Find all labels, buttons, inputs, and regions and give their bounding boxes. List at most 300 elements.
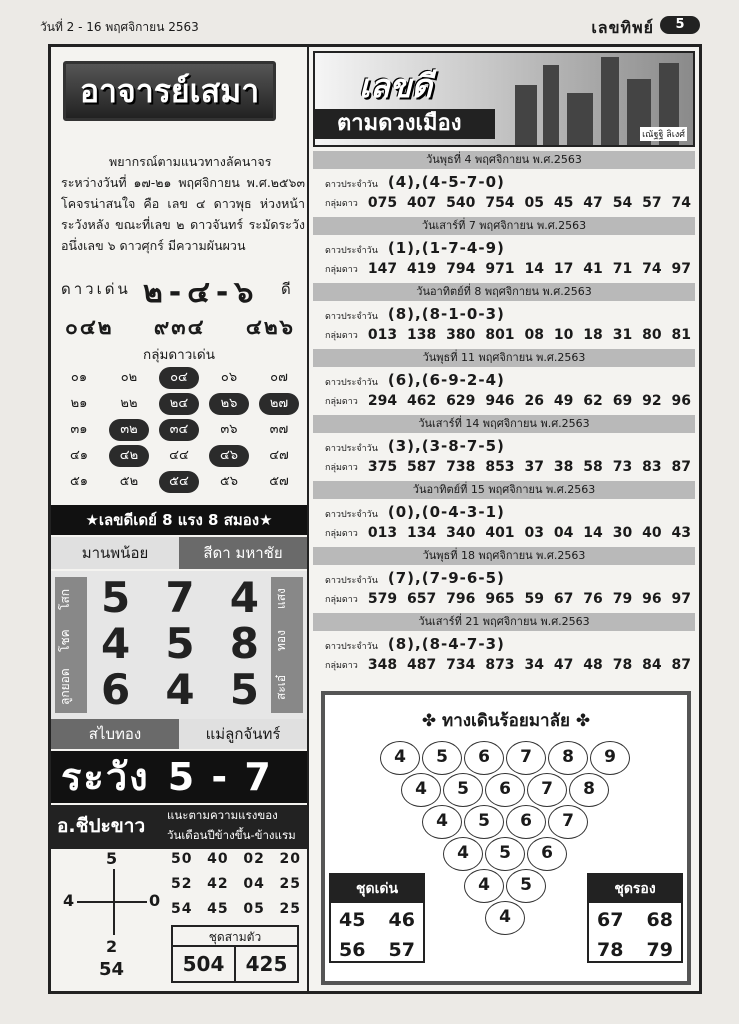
group-number: 738: [446, 459, 476, 475]
side-label: แสง: [274, 588, 288, 610]
group-number: 965: [485, 591, 515, 607]
number: ๙๓๔: [153, 315, 206, 339]
star-good: ดี: [281, 280, 291, 298]
star-line: [325, 371, 505, 389]
group-number: 794: [446, 261, 476, 277]
garland-ball: 4: [422, 805, 462, 839]
grid-cell: ๕๒: [119, 474, 139, 489]
eight-title: ★เลขดีเดย์ 8 แรง 8 สมอง★: [51, 505, 307, 535]
big-numbers: [95, 575, 265, 713]
big-number: 5: [165, 619, 195, 668]
name-manopnoi: มานพน้อย: [51, 537, 179, 569]
grid-cell-highlighted: ๒๔: [159, 393, 199, 415]
group-line-label: กลุ่มดาว: [325, 397, 358, 407]
day-date: วันเสาร์ที่ 21 พฤศจิกายน พ.ศ.2563: [313, 613, 695, 631]
group-number: 629: [446, 393, 476, 409]
chi-number: 50: [171, 851, 193, 867]
group-number: 971: [485, 261, 515, 277]
day-date: วันเสาร์ที่ 7 พฤศจิกายน พ.ศ.2563: [313, 217, 695, 235]
group-number: 138: [407, 327, 437, 343]
group-values: [368, 261, 691, 277]
building-graphic: [515, 85, 537, 145]
group-number: 013: [367, 525, 398, 541]
star-line: [325, 305, 505, 323]
grid-cell-highlighted: ๒๖: [209, 393, 249, 415]
group-number: 97: [671, 261, 691, 277]
group-line: [325, 459, 691, 475]
group-number: 05: [524, 195, 544, 211]
group-line-label: กลุ่มดาว: [325, 463, 358, 473]
group-line: [325, 195, 691, 211]
chi-table-row: [171, 847, 301, 872]
star-line: [325, 569, 505, 587]
big-number: 8: [229, 619, 259, 668]
banner-subtitle: ตามดวงเมือง: [315, 109, 495, 139]
chi-number: 25: [279, 901, 301, 917]
big-number: 5: [229, 665, 259, 714]
side-label: โชค: [58, 629, 72, 653]
set-number: 57: [388, 939, 415, 961]
group-number: 487: [407, 657, 437, 673]
set-number: 46: [388, 909, 415, 931]
garland-ball: 8: [569, 773, 609, 807]
group-line-label: กลุ่มดาว: [325, 661, 358, 671]
group-title: กลุ่มดาวเด่น: [143, 347, 215, 363]
group-number: 84: [642, 657, 662, 673]
day-block: [313, 283, 695, 349]
group-line: [325, 657, 691, 673]
day-block: [313, 151, 695, 217]
day-date: วันพุธที่ 11 พฤศจิกายน พ.ศ.2563: [313, 349, 695, 367]
chi-number: 42: [207, 876, 229, 892]
garland-ball: 5: [506, 869, 546, 903]
group-number: 48: [583, 657, 603, 673]
group-number: 419: [407, 261, 437, 277]
chi-number: 04: [243, 876, 265, 892]
side-label: โสก: [58, 588, 72, 610]
group-number: 92: [642, 393, 662, 409]
group-values: [368, 459, 691, 475]
garland-ball: 6: [506, 805, 546, 839]
grid-cell: ๕๑: [69, 474, 89, 489]
group-number: 76: [583, 591, 603, 607]
day-date: วันพุธที่ 4 พฤศจิกายน พ.ศ.2563: [313, 151, 695, 169]
number: ๔๒๖: [245, 315, 295, 339]
group-line: [325, 261, 691, 277]
star-values: (6),(6-9-2-4): [387, 371, 505, 389]
group-number: 74: [642, 261, 662, 277]
group-number: 853: [485, 459, 515, 475]
group-number: 40: [642, 525, 662, 541]
garland-ball: 5: [485, 837, 525, 871]
cross-horizontal-line: [77, 901, 147, 903]
group-values: [368, 591, 691, 607]
grid-cell: ๓๖: [220, 422, 238, 437]
big-number: 4: [165, 665, 195, 714]
group-number: 579: [367, 591, 398, 607]
chi-number: 54: [171, 901, 193, 917]
group-number: 946: [485, 393, 515, 409]
group-number: 17: [553, 261, 574, 277]
grid-cell-highlighted: ๓๔: [159, 419, 199, 441]
garland-path-panel: [321, 691, 691, 985]
name-maelukchan: แม่ลูกจันทร์: [179, 719, 307, 749]
group-number: 18: [583, 327, 603, 343]
group-line-label: กลุ่มดาว: [325, 595, 358, 605]
cross-diagram: [63, 849, 163, 985]
group-number: 796: [446, 591, 476, 607]
group-line: [325, 393, 691, 409]
star-line-label: ดาวประจำวัน: [325, 444, 378, 454]
day-block: [313, 415, 695, 481]
group-number: 71: [612, 261, 633, 277]
group-number: 375: [367, 459, 398, 475]
grid-cell: ๔๗: [269, 448, 289, 463]
group-number: 294: [367, 393, 398, 409]
grid-cell: ๒๑: [70, 396, 88, 411]
side-label: ทอง: [274, 630, 288, 652]
group-number: 540: [446, 195, 476, 211]
garland-ball: 5: [443, 773, 483, 807]
cross-right: 0: [149, 891, 161, 910]
names-row-bottom: [51, 719, 307, 749]
grid-cell: ๐๖: [220, 370, 238, 385]
group-values: [368, 195, 691, 211]
left-column: [51, 47, 307, 991]
chi-number: 45: [207, 901, 229, 917]
star-line: [325, 635, 505, 653]
group-number: 43: [671, 525, 691, 541]
day-date: วันพุธที่ 18 พฤศจิกายน พ.ศ.2563: [313, 547, 695, 565]
day-block: [313, 349, 695, 415]
grid-cell: ๕๗: [269, 474, 289, 489]
set-number: 67: [597, 909, 624, 931]
group-number: 657: [407, 591, 437, 607]
big-number-row: [95, 621, 265, 667]
garland-ball: 7: [548, 805, 588, 839]
group-number: 54: [612, 195, 633, 211]
group-number: 37: [524, 459, 544, 475]
chi-header: [51, 805, 307, 849]
grid-cell: ๐๗: [270, 370, 288, 385]
group-line: [325, 591, 691, 607]
grid-cell: ๒๒: [120, 396, 138, 411]
group-number: 96: [671, 393, 691, 409]
group-values: [368, 657, 691, 673]
big-number: 4: [101, 619, 131, 668]
chi-table-row: [171, 897, 301, 922]
star-line: [325, 503, 505, 521]
group-number: 013: [367, 327, 398, 343]
building-graphic: [601, 57, 619, 145]
right-side-labels: [271, 577, 303, 713]
group-line-label: กลุ่มดาว: [325, 529, 358, 539]
group-number: 348: [367, 657, 398, 673]
group-number: 62: [583, 393, 603, 409]
star-line-label: ดาวประจำวัน: [325, 378, 378, 388]
chi-number: 02: [243, 851, 265, 867]
group-number: 41: [583, 261, 603, 277]
star-line-label: ดาวประจำวัน: [325, 510, 378, 520]
group-number: 08: [524, 327, 544, 343]
set-number: 45: [339, 909, 366, 931]
group-number: 401: [485, 525, 515, 541]
grid-cell: ๔๔: [169, 448, 189, 463]
grid-cell-highlighted: ๒๗: [259, 393, 299, 415]
group-number: 87: [671, 657, 691, 673]
chi-desc: แนะตามความแรงของ: [167, 808, 278, 822]
big-number: 6: [101, 665, 131, 714]
set-number: 78: [597, 939, 624, 961]
group-number: 58: [583, 459, 603, 475]
group-number: 57: [642, 195, 662, 211]
star-line-label: ดาวประจำวัน: [325, 180, 378, 190]
grid-row: [59, 365, 299, 391]
issue-date: วันที่ 2 - 16 พฤศจิกายน 2563: [40, 20, 199, 34]
right-column: [307, 47, 699, 991]
group-number: 14: [583, 525, 603, 541]
number: ๐๔๒: [65, 315, 114, 339]
group-number: 96: [642, 591, 662, 607]
grid-cell: ๓๗: [269, 422, 289, 437]
byline: เณัฐฐิ ลิเงศ์: [640, 127, 687, 141]
cross-extra: 54: [99, 959, 125, 980]
group-number: 87: [671, 459, 691, 475]
cross-bottom: 2: [106, 937, 118, 956]
star-numbers: ๒-๔-๖: [143, 275, 260, 310]
page-header: [40, 14, 700, 38]
group-number: 407: [407, 195, 437, 211]
star-values: (4),(4-5-7-0): [387, 173, 505, 191]
masthead: เลขทิพย์: [591, 18, 654, 37]
garland-ball: 4: [401, 773, 441, 807]
grid-cell-highlighted: ๔๖: [209, 445, 249, 467]
star-values: (8),(8-1-0-3): [387, 305, 505, 323]
featured-set-box: [329, 873, 425, 963]
grid-row: [59, 443, 299, 469]
grid-cell-highlighted: ๐๔: [159, 367, 199, 389]
ajarn-title-box: [63, 61, 276, 121]
group-number: 67: [553, 591, 574, 607]
group-number: 80: [642, 327, 662, 343]
group-number: 38: [553, 459, 574, 475]
garland-ball: 4: [380, 741, 420, 775]
group-number: 31: [612, 327, 633, 343]
group-line: [325, 327, 691, 343]
group-number: 075: [367, 195, 398, 211]
grid-cell: ๔๑: [69, 448, 89, 463]
three-digit-value: 504: [182, 952, 225, 976]
day-schedule: [313, 151, 695, 679]
grid-row: [59, 469, 299, 495]
group-number: 74: [671, 195, 691, 211]
side-label: สะเอ๋: [274, 674, 288, 700]
chi-desc: วันเดือนปีข้างขึ้น-ข้างแรม: [167, 828, 296, 842]
group-number: 734: [446, 657, 476, 673]
group-number: 801: [485, 327, 515, 343]
grid-row: [59, 391, 299, 417]
group-number: 754: [485, 195, 515, 211]
star-values: (8),(8-4-7-3): [387, 635, 505, 653]
prediction-text: พยากรณ์ตามแนวทางลัคนาจรระหว่างวันที่ ๑๗-๒๑ พฤศจิกายน พ.ศ.๒๕๖๓ โคจรน่าสนใจ คือ เลข ๔ ดาวพุธ ห่วงหน้าระวังหลัง ขณะที่เลข ๒ ดาวจันทร์ ระมัดระวัง อนึ่งเลข ๖ ดาวศุกร์ มีความผันผวน: [61, 154, 305, 253]
star-line-label: ดาวประจำวัน: [325, 246, 378, 256]
group-line-label: กลุ่มดาว: [325, 331, 358, 341]
grid-cell: ๕๖: [219, 474, 239, 489]
group-line: [325, 525, 691, 541]
star-line: [325, 437, 505, 455]
star-group-grid: [59, 365, 299, 495]
garland-ball: 5: [464, 805, 504, 839]
garland-ball: 5: [422, 741, 462, 775]
group-line-label: กลุ่มดาว: [325, 265, 358, 275]
star-values: (1),(1-7-4-9): [387, 239, 505, 257]
group-number: 97: [671, 591, 691, 607]
page-frame: [48, 44, 702, 994]
grid-cell: ๐๒: [120, 370, 138, 385]
three-digit-box: [171, 925, 299, 983]
star-line: [325, 239, 505, 257]
star-values: (0),(0-4-3-1): [387, 503, 505, 521]
chi-number: 25: [279, 876, 301, 892]
chi-table-row: [171, 872, 301, 897]
day-date: วันอาทิตย์ที่ 15 พฤศจิกายน พ.ศ.2563: [313, 481, 695, 499]
building-graphic: [543, 65, 559, 145]
grid-cell-highlighted: ๕๔: [159, 471, 199, 493]
three-digit-numbers: [65, 311, 295, 344]
secondary-set-box: [587, 873, 683, 963]
three-digit-title: ชุดสามตัว: [173, 927, 297, 947]
cross-top: 5: [106, 849, 118, 868]
rawang-numbers: 5 - 7: [167, 755, 273, 799]
group-number: 47: [553, 657, 574, 673]
grid-cell: ๓๑: [70, 422, 88, 437]
garland-ball: 8: [548, 741, 588, 775]
left-side-labels: [55, 577, 87, 713]
chi-name: อ.ชีปะขาว: [57, 815, 146, 837]
set-number: 68: [646, 909, 673, 931]
big-number: 4: [229, 573, 259, 622]
group-number: 03: [524, 525, 544, 541]
rawang-banner: [51, 751, 307, 803]
group-values: [368, 327, 691, 343]
group-number: 79: [612, 591, 633, 607]
grid-cell: ๐๑: [70, 370, 88, 385]
side-label: ลูกยอด: [58, 668, 72, 706]
group-number: 14: [524, 261, 544, 277]
group-values: [368, 525, 691, 541]
big-number-row: [95, 667, 265, 713]
ajarn-title: อาจารย์เสมา: [79, 72, 260, 110]
group-line-label: กลุ่มดาว: [325, 199, 358, 209]
garland-path-title: ✤ ทางเดินร้อยมาลัย ✤: [421, 711, 591, 731]
big-number: 7: [165, 573, 195, 622]
garland-ball: 4: [464, 869, 504, 903]
group-number: 73: [612, 459, 633, 475]
day-block: [313, 481, 695, 547]
group-number: 59: [524, 591, 544, 607]
star-line: [325, 173, 505, 191]
building-graphic: [567, 93, 593, 145]
group-number: 134: [407, 525, 437, 541]
featured-set-title: ชุดเด่น: [331, 875, 423, 903]
name-sida: สีดา มหาชัย: [179, 537, 307, 569]
garland-ball: 6: [464, 741, 504, 775]
group-number: 69: [612, 393, 633, 409]
group-number: 49: [553, 393, 574, 409]
chi-number-table: [171, 847, 301, 922]
garland-ball: 4: [485, 901, 525, 935]
group-number: 30: [612, 525, 633, 541]
group-number: 462: [407, 393, 437, 409]
group-number: 380: [446, 327, 476, 343]
big-numbers-panel: [51, 571, 307, 719]
group-number: 34: [524, 657, 544, 673]
names-row-top: [51, 537, 307, 569]
group-number: 04: [553, 525, 574, 541]
name-sabaithong: สไบทอง: [51, 719, 179, 749]
banner-title: เลขดี: [359, 67, 433, 105]
day-date: วันอาทิตย์ที่ 8 พฤศจิกายน พ.ศ.2563: [313, 283, 695, 301]
star-label: ดาวเด่น: [61, 280, 131, 298]
group-number: 26: [524, 393, 544, 409]
rawang-label: ระวัง: [61, 755, 150, 799]
group-number: 81: [671, 327, 691, 343]
garland-ball: 9: [590, 741, 630, 775]
chi-number: 52: [171, 876, 193, 892]
cross-left: 4: [63, 891, 75, 910]
star-values: (3),(3-8-7-5): [387, 437, 505, 455]
garland-ball: 4: [443, 837, 483, 871]
group-number: 45: [553, 195, 574, 211]
garland-ball: 6: [527, 837, 567, 871]
secondary-set-title: ชุดรอง: [589, 875, 681, 903]
day-date: วันเสาร์ที่ 14 พฤศจิกายน พ.ศ.2563: [313, 415, 695, 433]
group-number: 78: [612, 657, 633, 673]
chi-number: 05: [243, 901, 265, 917]
group-values: [368, 393, 691, 409]
chi-number: 40: [207, 851, 229, 867]
garland-ball: 7: [527, 773, 567, 807]
grid-cell-highlighted: ๓๒: [109, 419, 149, 441]
set-number: 56: [339, 939, 366, 961]
group-number: 10: [553, 327, 574, 343]
grid-row: [59, 417, 299, 443]
garland-ball: 7: [506, 741, 546, 775]
day-block: [313, 547, 695, 613]
page-number: 5: [660, 16, 700, 34]
day-block: [313, 613, 695, 679]
garland-ball: 6: [485, 773, 525, 807]
big-number: 5: [101, 573, 131, 622]
day-block: [313, 217, 695, 283]
group-number: 83: [642, 459, 662, 475]
big-number-row: [95, 575, 265, 621]
group-number: 873: [485, 657, 515, 673]
star-line-label: ดาวประจำวัน: [325, 312, 378, 322]
chi-number: 20: [279, 851, 301, 867]
city-banner: [313, 51, 695, 147]
group-number: 47: [583, 195, 603, 211]
star-line-label: ดาวประจำวัน: [325, 642, 378, 652]
group-number: 587: [407, 459, 437, 475]
star-values: (7),(7-9-6-5): [387, 569, 505, 587]
three-digit-value: 425: [234, 947, 297, 981]
star-line-label: ดาวประจำวัน: [325, 576, 378, 586]
set-number: 79: [646, 939, 673, 961]
grid-cell-highlighted: ๔๒: [109, 445, 149, 467]
group-number: 340: [446, 525, 476, 541]
group-number: 147: [367, 261, 398, 277]
